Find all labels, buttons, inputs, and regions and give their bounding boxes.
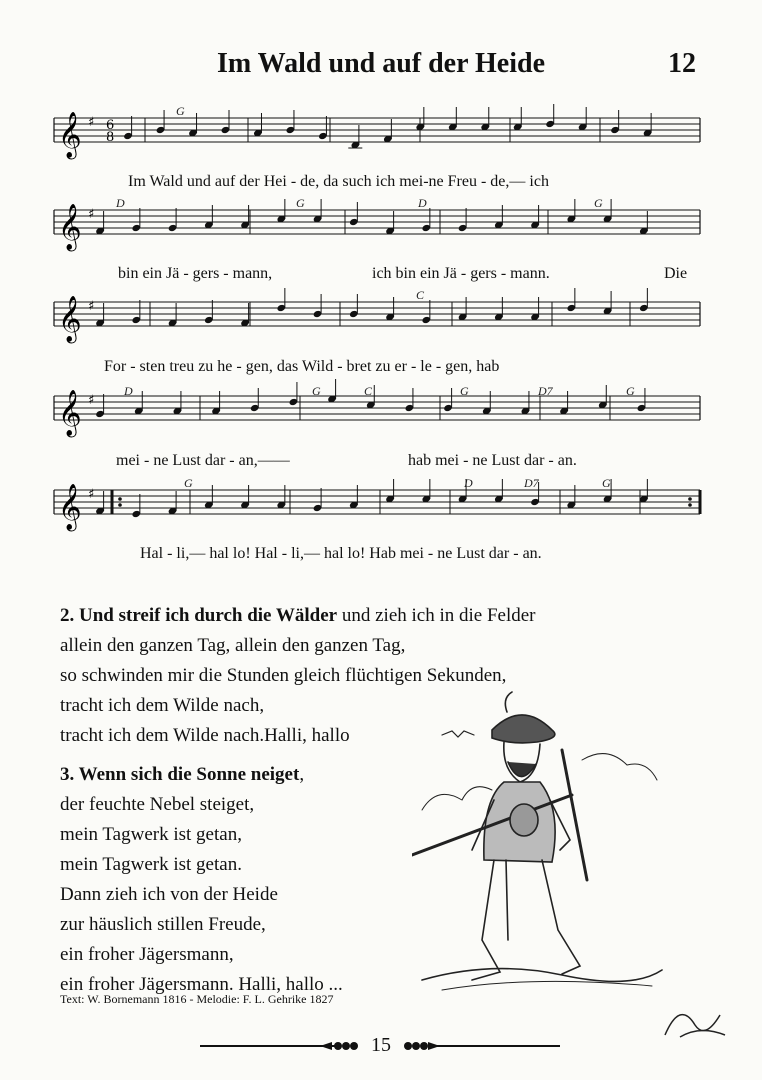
treble-clef: 𝄞 [58, 390, 82, 436]
chord-symbol: C [364, 384, 373, 398]
repeat-dot [118, 497, 122, 501]
verse-line: der feuchte Nebel steiget, [60, 794, 255, 815]
verse-3 [60, 760, 343, 1000]
lyrics-line-1: Im Wald und auf der Hei - de, da such ich mei-ne Freu - de,— ich [128, 173, 549, 190]
chord-symbol: D [124, 384, 133, 398]
verse-line: so schwinden mir die Stunden gleich flüchtigen Sekunden, [60, 665, 507, 686]
chord-symbol: G [594, 196, 603, 210]
lyrics-line-5: Hal - li,— hal lo! Hal - li,— hal lo! Hab mei - ne Lust dar - an. [140, 545, 542, 562]
chord-symbol: G [312, 384, 321, 398]
treble-clef: 𝄞 [58, 296, 82, 342]
lyrics-line-2c: Die [664, 265, 688, 282]
lyrics-line-2a: bin ein Jä - gers - mann, [118, 265, 273, 282]
verse-3-heading-rest: , [299, 764, 305, 785]
verse-2-heading: 2. Und streif ich durch die Wälder [60, 605, 338, 626]
verse-line: tracht ich dem Wilde nach, [60, 695, 265, 716]
repeat-dot [688, 497, 692, 501]
chord-symbol: C [416, 288, 425, 302]
verse-line: mein Tagwerk ist getan, [60, 824, 242, 845]
repeat-dot [118, 503, 122, 507]
verse-2-heading-rest: und zieh ich in die Felder [337, 605, 536, 626]
song-title: Im Wald und auf der Heide [216, 48, 546, 79]
song-number: 12 [668, 48, 696, 79]
key-signature: ♯ [88, 299, 95, 314]
verse-line: zur häuslich stillen Freude, [60, 914, 266, 935]
treble-clef: 𝄞 [58, 204, 82, 250]
chord-symbol: D7 [524, 476, 539, 490]
verse-2-line-1 [60, 601, 536, 631]
chord-symbol: D [464, 476, 473, 490]
chord-symbol: G [296, 196, 305, 210]
corner-flourish [660, 995, 730, 1045]
lyrics-line-3: For - sten treu zu he - gen, das Wild - bret zu er - le - gen, hab [104, 358, 500, 375]
treble-clef: 𝄞 [58, 484, 82, 530]
key-signature: ♯ [88, 393, 95, 408]
verse-3-line-1 [60, 760, 343, 790]
key-signature: ♯ [88, 487, 95, 502]
verse-line: Dann zieh ich von der Heide [60, 884, 278, 905]
lyrics-line-4b: hab mei - ne Lust dar - an. [408, 452, 577, 469]
key-signature: ♯ [88, 207, 95, 222]
chord-symbol: G [626, 384, 635, 398]
chord-symbol: D [116, 196, 125, 210]
treble-clef: 𝄞 [58, 112, 82, 158]
verse-line: tracht ich dem Wilde nach.Halli, hallo [60, 725, 350, 746]
time-signature: 8 [106, 130, 115, 145]
hunter-illustration [412, 690, 672, 1000]
repeat-dot [688, 503, 692, 507]
chord-symbol: D7 [538, 384, 553, 398]
verse-line: mein Tagwerk ist getan. [60, 854, 242, 875]
chord-symbol: G [184, 476, 193, 490]
verse-line: allein den ganzen Tag, allein den ganzen Tag, [60, 635, 406, 656]
lyrics-line-2b: ich bin ein Jä - gers - mann. [372, 265, 550, 282]
verse-3-heading: 3. Wenn sich die Sonne neiget [60, 764, 300, 785]
verse-line: ein froher Jägersmann, [60, 944, 234, 965]
lyrics-line-4a: mei - ne Lust dar - an,—— [116, 452, 290, 469]
page-number: 15 [371, 1034, 391, 1056]
chord-symbol: D [418, 196, 427, 210]
time-signature: 6 [106, 118, 115, 133]
chord-symbol: G [602, 476, 611, 490]
verse-line: ein froher Jägersmann. Halli, hallo ... [60, 974, 343, 995]
chord-symbol: G [460, 384, 469, 398]
chord-symbol: G [176, 104, 185, 118]
key-signature: ♯ [88, 115, 95, 130]
song-credit: Text: W. Bornemann 1816 - Melodie: F. L. Gehrike 1827 [60, 992, 334, 1006]
